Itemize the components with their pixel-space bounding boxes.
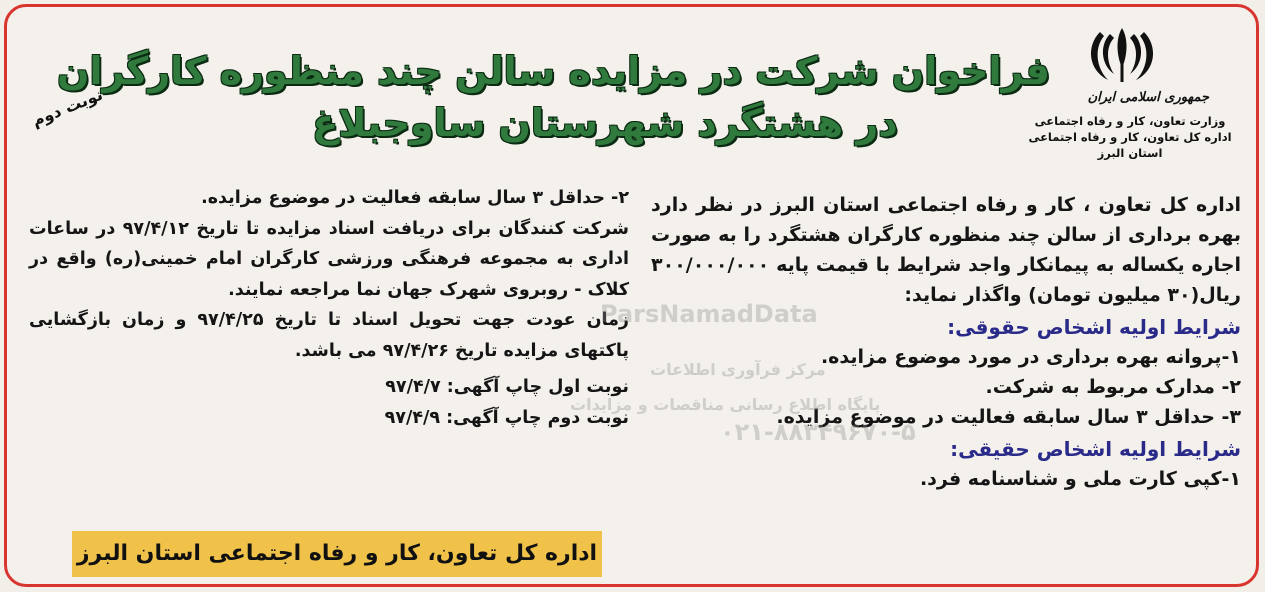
natural-persons-heading: شرایط اولیه اشخاص حقیقی: — [950, 437, 1241, 461]
second-print-date: نوبت دوم چاپ آگهی: ۹۷/۴/۹ — [384, 407, 629, 428]
right-column — [651, 190, 1241, 494]
intro-paragraph: اداره کل تعاون ، کار و رفاه اجتماعی استان البرز در نظر دارد بهره برداری از سالن چند منظوره کارگران هشتگرد را به صورت اجاره یکساله به پیمانکار واجد شرایط با قیمت پایه ۳۰۰/۰۰۰/۰۰۰ ریال(۳۰ میلیون تومان) واگذار نماید: — [651, 194, 1241, 306]
natural-item-2: ۲- حداقل ۳ سال سابقه فعالیت در موضوع مزایده. — [201, 188, 629, 208]
ministry-line: وزارت تعاون، کار و رفاه اجتماعی — [1034, 114, 1226, 128]
legal-persons-heading: شرایط اولیه اشخاص حقوقی: — [947, 315, 1241, 339]
legal-item: ۳- حداقل ۳ سال سابقه فعالیت در موضوع مزایده. — [776, 406, 1241, 428]
iran-emblem-icon — [1082, 24, 1162, 86]
round-label: نوبت دوم — [29, 84, 106, 131]
title-line-2: در هشتگرد شهرستان ساوجبلاغ — [312, 101, 898, 145]
watermark-phone: ۰۲۱-۸۸۳۴۹۶۷۰-۵ — [720, 418, 916, 446]
ministry-line: استان البرز — [1097, 146, 1163, 160]
legal-item: ۲- مدارک مربوط به شرکت. — [985, 376, 1241, 398]
title-line-1: فراخوان شرکت در مزایده سالن چند منظوره کارگران — [57, 49, 1050, 93]
first-print-date: نوبت اول چاپ آگهی: ۹۷/۴/۷ — [385, 377, 629, 397]
return-paragraph: زمان عودت جهت تحویل اسناد تا تاریخ ۹۷/۴/۲۵ و زمان بازگشایی پاکتهای مزایده تاریخ ۹۷/۴/۲۶ می باشد. — [29, 310, 629, 361]
left-column — [29, 183, 629, 433]
watermark-brand: ParsNamadData — [600, 300, 818, 328]
ministry-line: اداره کل تعاون، کار و رفاه اجتماعی — [1028, 130, 1232, 144]
legal-item: ۱-پروانه بهره برداری در مورد موضوع مزایده. — [820, 346, 1241, 368]
watermark-line: مرکز فرآوری اطلاعات — [650, 360, 826, 379]
natural-item: ۱-کپی کارت ملی و شناسنامه فرد. — [919, 468, 1241, 490]
gov-name: جمهوری اسلامی ایران — [1087, 90, 1209, 105]
documents-paragraph: شرکت کنندگان برای دریافت اسناد مزایده تا تاریخ ۹۷/۴/۱۲ در ساعات اداری به مجموعه فرهنگی ورزشی کارگران امام خمینی(ره) واقع در کلاک - روبروی شهرک جهان نما مراجعه نمایند. — [29, 218, 629, 300]
watermark-line: پایگاه اطلاع رسانی مناقصات و مزایدات — [570, 395, 881, 414]
footer-banner: اداره کل تعاون، کار و رفاه اجتماعی استان البرز — [72, 531, 602, 577]
